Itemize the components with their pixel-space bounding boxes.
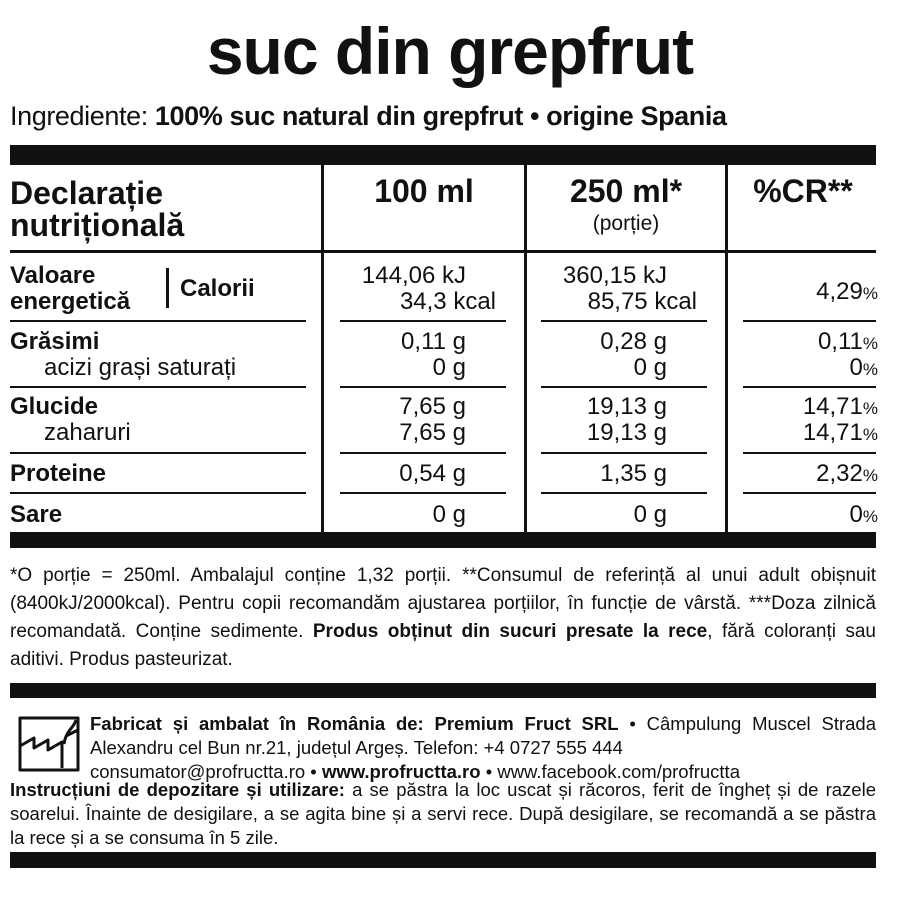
producer-email[interactable]: consumator@profructta.ro [90, 761, 306, 782]
energy-cr-pct: % [862, 284, 878, 303]
producer-address: • Câmpulung Muscel Strada Alexandru cel Bun nr.21, județul Argeș. Telefon: +4 0727 555 444 [90, 713, 876, 758]
bottom-bar [10, 852, 876, 868]
sugars-cr-value: 14,71 [802, 419, 863, 446]
sugars-cr-pct: % [862, 425, 878, 444]
carbs-cr-pct: % [862, 399, 878, 418]
instructions-bold: Instrucțiuni de depozitare și utilizare: [10, 779, 345, 800]
sugars-250: 19,13 g [586, 419, 667, 446]
header-250ml: 250 ml* [569, 173, 683, 209]
energy-cr [728, 279, 878, 307]
row-divider-carbs-col3 [743, 452, 876, 454]
protein-cr-pct: % [862, 466, 878, 485]
salt-cr-value: 0 [849, 501, 863, 528]
row-divider-fat-col0 [10, 386, 306, 388]
energy-cr-value: 4,29 [816, 278, 863, 305]
salt-label: Sare [10, 501, 63, 528]
salt-cr-pct: % [862, 507, 878, 526]
fat-250: 0,28 g [600, 328, 667, 355]
header-cr: %CR** [753, 173, 853, 209]
ingredients-line [10, 101, 727, 132]
salt-250: 0 g [633, 501, 667, 528]
row-divider-fat-col3 [743, 386, 876, 388]
protein-label: Proteine [10, 460, 107, 487]
fat-100: 0,11 g [401, 328, 466, 355]
header-declaration [10, 177, 184, 241]
protein-100: 0,54 g [399, 460, 466, 487]
energy-separator [166, 268, 169, 308]
saturated-fat-cr [728, 355, 878, 383]
producer-facebook[interactable]: www.facebook.com/profructta [497, 761, 740, 782]
energy-100-kcal: 34,3 kcal [399, 288, 496, 315]
sugars-label: zaharuri [44, 419, 131, 446]
header-portion: (porție) [592, 212, 660, 235]
sugars-cr [728, 420, 878, 448]
salt-cr [728, 502, 878, 530]
table-bottom-bar [10, 532, 876, 548]
sugars-100: 7,65 g [399, 419, 466, 446]
row-divider-carbs-col2 [541, 452, 707, 454]
row-divider-carbs-col1 [340, 452, 506, 454]
carbs-100: 7,65 g [399, 393, 466, 420]
producer-sep2: • [480, 761, 498, 782]
row-divider-fat-col2 [541, 386, 707, 388]
row-divider-energy-col2 [541, 320, 707, 322]
saturated-fat-100: 0 g [432, 354, 466, 381]
energy-label-line2: energetică [10, 288, 131, 315]
row-divider-energy-col3 [743, 320, 876, 322]
saturated-fat-label: acizi grași saturați [44, 354, 237, 381]
instructions-text: a se păstra la loc uscat și răcoros, ferit de îngheț și de razele soarelui. Înainte de desigilare, a se agita bine și a servi rece. După desigilare, se recomandă a se păstra la rece și a se consuma în 5 zile. [10, 779, 876, 848]
energy-250-kcal: 85,75 kcal [587, 288, 697, 315]
ingredients-value: 100% suc natural din grepfrut • origine Spania [154, 101, 727, 131]
footnote-text: *O porție = 250ml. Ambalajul conține 1,32 porții. **Consumul de referință al unui adult obișnuit (8400kJ/2000kcal). Pentru copii recomandăm ajustarea porțiilor, în funcție de vârstă. ***Doza zilnică recomandată. Conține sedimente. [10, 565, 876, 642]
row-divider-carbs-col0 [10, 452, 306, 454]
fat-cr [728, 329, 878, 357]
row-divider-fat-col1 [340, 386, 506, 388]
carbs-250: 19,13 g [586, 393, 667, 420]
separator-bar [10, 683, 876, 698]
protein-250: 1,35 g [600, 460, 667, 487]
protein-cr-value: 2,32 [816, 460, 863, 487]
row-divider-energy-col0 [10, 320, 306, 322]
carbs-cr-value: 14,71 [802, 393, 863, 420]
producer-bold: Fabricat și ambalat în România de: Premium Fruct SRL [90, 713, 619, 734]
table-top-bar [10, 145, 876, 165]
row-divider-energy-col1 [340, 320, 506, 322]
product-title: suc din grepfrut [206, 14, 694, 88]
factory-icon [14, 714, 84, 774]
energy-label-line1: Valoare [10, 262, 96, 289]
energy-250-kj: 360,15 kJ [562, 262, 667, 289]
carbs-label: Glucide [10, 393, 99, 420]
header-divider [10, 250, 876, 253]
footnote-bold: Produs obținut din sucuri presate la rece [312, 621, 708, 642]
fat-cr-value: 0,11 [817, 328, 863, 355]
producer-website[interactable]: www.profructta.ro [321, 761, 481, 782]
carbs-cr [728, 394, 878, 422]
ingredients-label: Ingrediente: [10, 101, 155, 131]
salt-100: 0 g [432, 501, 466, 528]
row-divider-protein-col0 [10, 492, 306, 494]
row-divider-protein-col2 [541, 492, 707, 494]
row-divider-protein-col3 [743, 492, 876, 494]
saturated-fat-cr-value: 0 [849, 354, 863, 381]
saturated-fat-cr-pct: % [862, 360, 878, 379]
protein-cr [728, 461, 878, 489]
fat-cr-pct: % [862, 334, 878, 353]
fat-label: Grăsimi [10, 328, 100, 355]
energy-calories-label: Calorii [180, 275, 255, 302]
producer-info [90, 712, 876, 784]
header-declaration-line1: Declarație [10, 175, 163, 211]
row-divider-protein-col1 [340, 492, 506, 494]
producer-sep1: • [305, 761, 322, 782]
header-100ml: 100 ml [374, 173, 474, 209]
energy-100-kj: 144,06 kJ [361, 262, 466, 289]
footnote [10, 562, 876, 674]
storage-instructions [10, 778, 876, 850]
footnote-tail: , fără coloranți sau aditivi. Produs pasteurizat. [10, 621, 876, 670]
saturated-fat-250: 0 g [633, 354, 667, 381]
header-declaration-line2: nutrițională [10, 207, 185, 243]
